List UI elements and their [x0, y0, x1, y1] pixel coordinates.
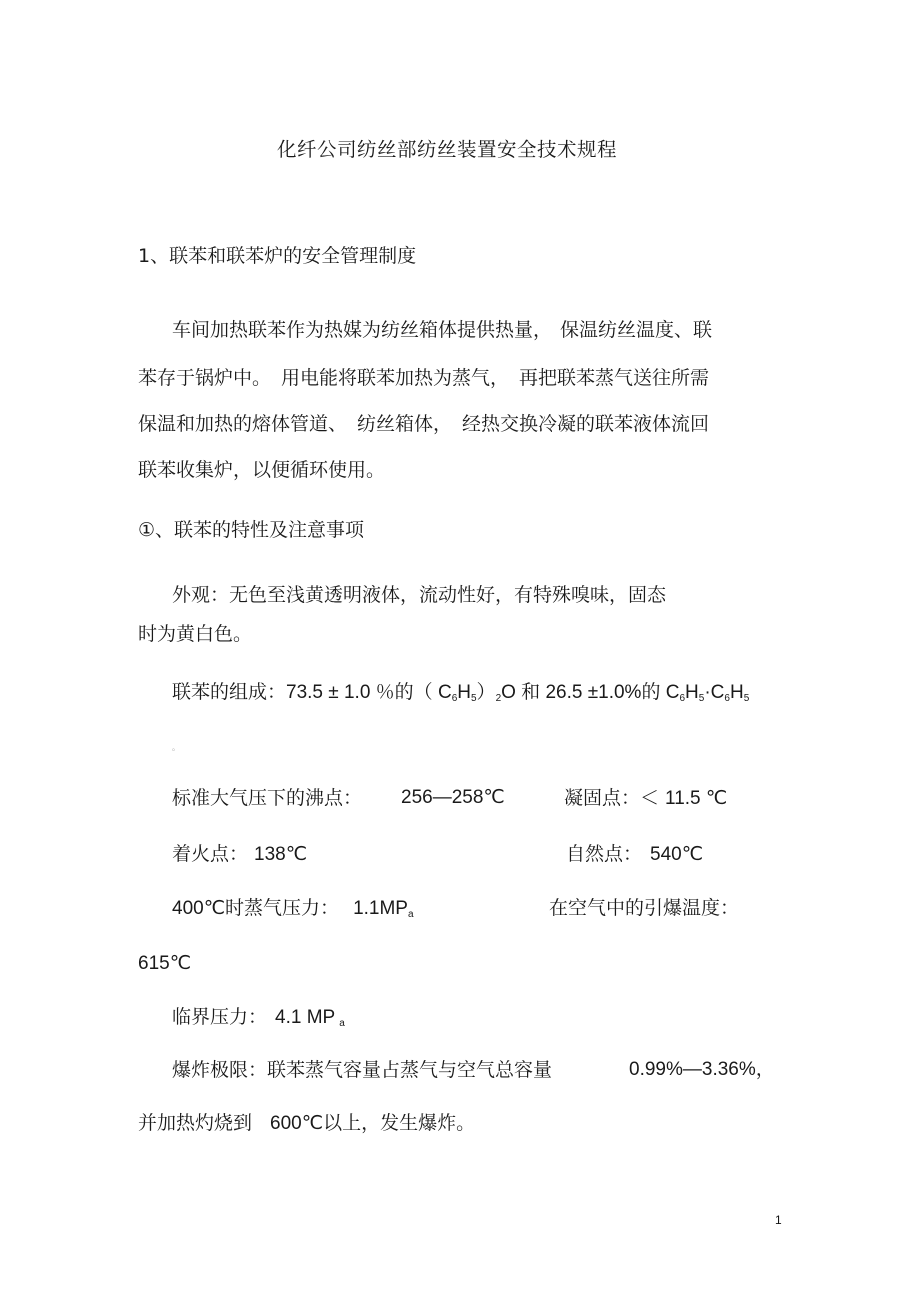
page-title: 化纤公司纺丝部纺丝装置安全技术规程: [277, 138, 618, 161]
formula-part: ）: [476, 681, 496, 703]
ignition-point-value: 138℃: [254, 844, 308, 865]
appearance-line: 外观：无色至浅黄透明液体，流动性好，有特殊嗅味，固态: [172, 584, 667, 606]
explosion-temp-value: 600℃: [270, 1113, 324, 1134]
text-span: 苯存于锅炉中。: [138, 367, 272, 389]
paragraph-line: [138, 366, 709, 390]
page-number: 1: [775, 1213, 782, 1227]
text-span: 保温纺丝温度、联: [560, 319, 713, 341]
vapor-pressure-temp: 400℃: [172, 898, 226, 919]
subsection-heading: ①、联苯的特性及注意事项: [138, 519, 365, 541]
subscript: 2: [495, 693, 502, 704]
critical-pressure-value: 4.1 MP: [275, 1007, 336, 1028]
explosion-line-2: [138, 1111, 475, 1136]
critical-pressure: [172, 1005, 345, 1036]
ignition-point: [172, 842, 307, 867]
paragraph-line: 联苯收集炉，以便循环使用。: [138, 459, 386, 481]
formula-part: H: [685, 682, 699, 703]
text-span: 保温和加热的熔体管道、: [138, 413, 348, 435]
composition-value: 73.5 ± 1.0 ％的（ C: [286, 682, 452, 703]
text-span: 车间加热联苯作为热媒为纺丝箱体提供热量，: [172, 319, 553, 341]
text-span: 经热交换冷凝的联苯液体流回: [462, 413, 710, 435]
autoignition-point-value: 540℃: [650, 844, 704, 865]
text-span: 再把联苯蒸气送往所需: [519, 367, 710, 389]
appearance-line: 时为黄白色。: [138, 623, 253, 645]
autoignition-point: [566, 842, 703, 867]
formula-part: ·C: [704, 682, 725, 703]
ignition-point-label: 着火点：: [172, 843, 249, 865]
vapor-pressure-label: 时蒸气压力：: [225, 897, 340, 919]
text-span: 纺丝箱体，: [357, 413, 453, 435]
formula-part: H: [729, 682, 744, 703]
critical-pressure-label: 临界压力：: [172, 1006, 268, 1028]
autoignition-point-label: 自然点：: [566, 843, 643, 865]
boiling-point-value: 256—258℃: [401, 787, 505, 808]
freezing-point: [564, 786, 727, 811]
composition-line: [172, 680, 749, 711]
composition-label: 联苯的组成：: [172, 681, 287, 703]
detonation-temp-label: 在空气中的引爆温度：: [549, 897, 740, 919]
paragraph-line: [172, 318, 712, 342]
formula-part: H: [457, 682, 471, 703]
boiling-point-label: 标准大气压下的沸点：: [172, 787, 363, 809]
subscript: 5: [698, 693, 705, 704]
explosion-limit-value: 0.99%—3.36%，: [629, 1059, 775, 1080]
text-span: 以上，发生爆炸。: [323, 1112, 476, 1134]
trailing-period: 。: [172, 743, 180, 752]
detonation-temp-value: 615℃: [138, 953, 192, 974]
subscript: 5: [743, 693, 750, 704]
vapor-pressure-value: 1.1MP: [353, 898, 408, 919]
text-span: 用电能将联苯加热为蒸气，: [281, 367, 510, 389]
vapor-pressure: [172, 896, 414, 927]
paragraph-line: [138, 412, 709, 436]
freezing-point-value: 11.5 ℃: [665, 788, 728, 809]
section-heading: 1、联苯和联苯炉的安全管理制度: [138, 245, 417, 267]
subscript: 5: [470, 693, 477, 704]
formula-part: O 和 26.5 ±1.0%的 C: [501, 682, 680, 703]
explosion-limit-label: 爆炸极限：联苯蒸气容量占蒸气与空气总容量: [172, 1059, 553, 1081]
subscript: 6: [724, 693, 730, 704]
subscript: 6: [451, 693, 458, 704]
subscript: a: [339, 1018, 345, 1029]
freezing-point-label: 凝固点：＜: [564, 787, 666, 809]
subscript: 6: [679, 693, 686, 704]
text-span: 并加热灼烧到: [138, 1112, 253, 1134]
subscript: a: [407, 909, 414, 920]
